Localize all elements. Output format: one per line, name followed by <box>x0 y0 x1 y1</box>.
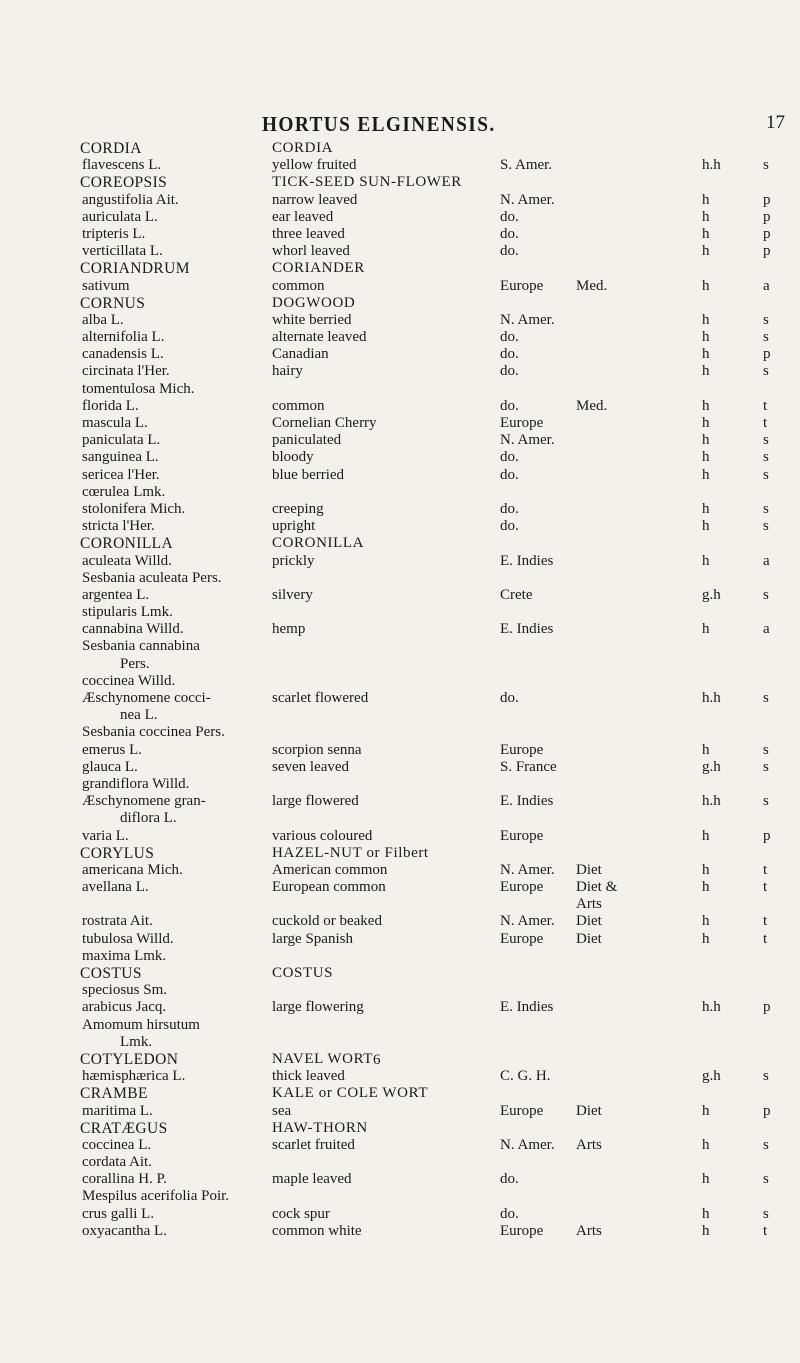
latin-name-cell: CORYLUS <box>80 844 155 862</box>
latin-name-cell: CORNUS <box>80 294 146 312</box>
native-country-cell: do. <box>500 518 519 535</box>
english-name-cell: paniculated <box>272 432 342 449</box>
duration-cell: p <box>763 1102 771 1119</box>
habit-cell: h.h <box>702 157 721 174</box>
latin-name-cell: maxima Lmk. <box>82 947 167 964</box>
table-row <box>0 621 800 638</box>
habit-cell: h <box>702 432 710 449</box>
latin-name-cell: COTYLEDON <box>80 1050 179 1068</box>
use-cell: Arts <box>576 896 602 913</box>
page-number: 17 <box>766 112 785 133</box>
duration-cell: t <box>763 913 768 930</box>
duration-cell: s <box>763 363 769 380</box>
duration-cell: s <box>763 466 769 483</box>
native-country-cell: S. France <box>500 758 557 775</box>
table-row <box>0 518 800 535</box>
table-row <box>0 862 800 879</box>
habit-cell: h <box>702 415 710 431</box>
native-country-cell: E. Indies <box>500 552 554 569</box>
english-name-cell: scarlet flowered <box>272 690 369 706</box>
habit-cell: h <box>702 621 710 638</box>
native-country-cell: do. <box>500 225 519 242</box>
habit-cell: h <box>702 277 710 294</box>
latin-name-cell: emerus L. <box>82 741 142 758</box>
table-row <box>0 759 800 776</box>
native-country-cell: N. Amer. <box>500 311 555 328</box>
latin-name-cell: sativum <box>82 277 130 294</box>
table-row <box>0 1154 800 1171</box>
english-name-cell: large flowered <box>272 793 359 810</box>
native-country-cell: do. <box>500 243 519 260</box>
habit-cell: h.h <box>702 690 721 706</box>
table-row <box>0 278 800 295</box>
native-country-cell: Europe <box>500 827 544 844</box>
duration-cell: s <box>763 329 769 346</box>
table-row <box>0 1171 800 1188</box>
english-name-cell: large Spanish <box>272 930 353 947</box>
latin-name-cell: diflora L. <box>120 810 177 827</box>
table-row <box>0 913 800 930</box>
latin-name-cell: stricta l'Her. <box>82 518 155 535</box>
duration-cell: p <box>763 191 771 208</box>
latin-name-cell: stolonifera Mich. <box>82 500 186 517</box>
habit-cell: h <box>702 930 710 947</box>
english-name-cell: TICK-SEED SUN-FLOWER <box>272 174 462 191</box>
duration-cell: s <box>763 1171 769 1188</box>
duration-cell: s <box>763 741 769 758</box>
habit-cell: g.h <box>702 758 721 775</box>
duration-cell: s <box>763 432 769 449</box>
english-name-cell: scarlet fruited <box>272 1136 355 1153</box>
english-name-cell: common <box>272 397 325 414</box>
latin-name-cell: sanguinea L. <box>82 449 159 466</box>
table-row <box>0 776 800 793</box>
habit-cell: h <box>702 552 710 569</box>
table-row <box>0 742 800 759</box>
native-country-cell: Europe <box>500 415 544 431</box>
table-row <box>0 260 800 277</box>
table-row <box>0 1068 800 1085</box>
duration-cell: s <box>763 500 769 517</box>
english-name-cell: hairy <box>272 363 303 380</box>
native-country-cell: do. <box>500 500 519 517</box>
english-name-cell: HAZEL-NUT or Filbert <box>272 844 429 861</box>
latin-name-cell: paniculata L. <box>82 432 161 449</box>
habit-cell: g.h <box>702 586 721 603</box>
habit-cell: h <box>702 861 710 878</box>
habit-cell: h <box>702 1205 710 1222</box>
duration-cell: p <box>763 225 771 242</box>
native-country-cell: Europe <box>500 879 544 896</box>
table-row <box>0 553 800 570</box>
duration-cell: s <box>763 449 769 466</box>
english-name-cell: white berried <box>272 311 352 328</box>
english-name-cell: sea <box>272 1102 292 1119</box>
duration-cell: s <box>763 690 769 706</box>
english-name-cell: HAW-THORN <box>272 1119 368 1136</box>
english-name-cell: Cornelian Cherry <box>272 415 377 431</box>
duration-cell: s <box>763 793 769 810</box>
habit-cell: h <box>702 1136 710 1153</box>
table-row <box>0 1017 800 1034</box>
latin-name-cell: Amomum hirsutum <box>82 1016 200 1033</box>
latin-name-cell: cœrulea Lmk. <box>82 483 166 500</box>
english-name-cell: prickly <box>272 552 315 569</box>
latin-name-cell: Æschynomene gran- <box>82 793 206 810</box>
table-row <box>0 415 800 432</box>
habit-cell: h <box>702 518 710 535</box>
latin-name-cell: CORDIA <box>80 140 142 157</box>
table-row <box>0 1120 800 1137</box>
native-country-cell: N. Amer. <box>500 432 555 449</box>
native-country-cell: N. Amer. <box>500 191 555 208</box>
english-name-cell: blue berried <box>272 466 345 483</box>
native-country-cell: do. <box>500 449 519 466</box>
latin-name-cell: argentea L. <box>82 586 150 603</box>
latin-name-cell: rostrata Ait. <box>82 913 153 930</box>
habit-cell: h <box>702 1102 710 1119</box>
duration-cell: s <box>763 1136 769 1153</box>
table-row <box>0 1188 800 1205</box>
latin-name-cell: oxyacantha L. <box>82 1222 167 1239</box>
table-row <box>0 570 800 587</box>
table-row <box>0 192 800 209</box>
native-country-cell: Europe <box>500 1222 544 1239</box>
native-country-cell: C. G. H. <box>500 1068 551 1085</box>
english-name-cell: cock spur <box>272 1205 330 1222</box>
catalogue-table <box>0 140 800 1240</box>
latin-name-cell: tripteris L. <box>82 225 146 242</box>
table-row <box>0 690 800 707</box>
use-cell: Med. <box>576 277 608 294</box>
habit-cell: h <box>702 500 710 517</box>
latin-name-cell: Mespilus acerifolia Poir. <box>82 1188 230 1205</box>
native-country-cell: do. <box>500 1205 519 1222</box>
table-row <box>0 535 800 552</box>
table-row <box>0 879 800 896</box>
habit-cell: h <box>702 191 710 208</box>
native-country-cell: do. <box>500 346 519 363</box>
duration-cell: s <box>763 311 769 328</box>
table-row <box>0 793 800 810</box>
duration-cell: a <box>763 277 770 294</box>
duration-cell: s <box>763 586 769 603</box>
english-name-cell: bloody <box>272 449 314 466</box>
table-row <box>0 1103 800 1120</box>
native-country-cell: do. <box>500 1171 519 1188</box>
table-row <box>0 1051 800 1068</box>
latin-name-cell: crus galli L. <box>82 1205 155 1222</box>
english-name-cell: DOGWOOD <box>272 294 356 311</box>
duration-cell: s <box>763 518 769 535</box>
duration-cell: p <box>763 208 771 225</box>
english-name-cell: whorl leaved <box>272 243 350 260</box>
use-cell: Diet & <box>576 879 618 896</box>
english-name-cell: common white <box>272 1222 362 1239</box>
duration-cell: p <box>763 346 771 363</box>
english-name-cell: European common <box>272 879 386 896</box>
habit-cell: h <box>702 243 710 260</box>
english-name-cell: American common <box>272 861 388 878</box>
native-country-cell: Europe <box>500 277 544 294</box>
english-name-cell: CORIANDER <box>272 260 365 277</box>
habit-cell: h <box>702 449 710 466</box>
native-country-cell: Crete <box>500 586 533 603</box>
duration-cell: s <box>763 1205 769 1222</box>
latin-name-cell: arabicus Jacq. <box>82 999 167 1016</box>
english-name-cell: KALE or COLE WORT <box>272 1085 429 1102</box>
table-row <box>0 931 800 948</box>
english-name-cell: alternate leaved <box>272 329 367 346</box>
use-cell: Diet <box>576 930 602 947</box>
use-cell: Diet <box>576 861 602 878</box>
english-name-cell: yellow fruited <box>272 157 357 174</box>
duration-cell: p <box>763 243 771 260</box>
table-row <box>0 432 800 449</box>
latin-name-cell: CORONILLA <box>80 535 174 553</box>
table-row <box>0 638 800 655</box>
latin-name-cell: avellana L. <box>82 879 149 896</box>
table-row <box>0 707 800 724</box>
latin-name-cell: tomentulosa Mich. <box>82 380 195 397</box>
latin-name-cell: Æschynomene cocci- <box>82 690 211 706</box>
latin-name-cell: flavescens L. <box>82 157 162 174</box>
table-row <box>0 243 800 260</box>
duration-cell: p <box>763 999 771 1016</box>
duration-cell: t <box>763 415 768 431</box>
native-country-cell: do. <box>500 363 519 380</box>
table-row <box>0 329 800 346</box>
latin-name-cell: Sesbania cannabina <box>82 638 200 655</box>
english-name-cell: three leaved <box>272 225 345 242</box>
duration-cell: t <box>763 397 768 414</box>
native-country-cell: do. <box>500 208 519 225</box>
duration-cell: s <box>763 157 769 174</box>
table-row <box>0 398 800 415</box>
habit-cell: h <box>702 1222 710 1239</box>
latin-name-cell: tubulosa Willd. <box>82 930 174 947</box>
latin-name-cell: cannabina Willd. <box>82 621 184 638</box>
native-country-cell: N. Amer. <box>500 913 555 930</box>
duration-cell: t <box>763 861 768 878</box>
use-cell: Diet <box>576 913 602 930</box>
native-country-cell: do. <box>500 397 519 414</box>
table-row <box>0 948 800 965</box>
latin-name-cell: mascula L. <box>82 415 148 431</box>
latin-name-cell: speciosus Sm. <box>82 982 168 999</box>
english-name-cell: hemp <box>272 621 306 638</box>
latin-name-cell: angustifolia Ait. <box>82 191 179 208</box>
use-cell: Diet <box>576 1102 602 1119</box>
table-row <box>0 312 800 329</box>
table-row <box>0 1206 800 1223</box>
english-name-cell: large flowering <box>272 999 364 1016</box>
english-name-cell: cuckold or beaked <box>272 913 382 930</box>
duration-cell: s <box>763 758 769 775</box>
native-country-cell: do. <box>500 329 519 346</box>
latin-name-cell: sericea l'Her. <box>82 466 160 483</box>
duration-cell: a <box>763 621 770 638</box>
latin-name-cell: florida L. <box>82 397 139 414</box>
latin-name-cell: verticillata L. <box>82 243 163 260</box>
english-name-cell: creeping <box>272 500 324 517</box>
latin-name-cell: alternifolia L. <box>82 329 165 346</box>
latin-name-cell: coccinea Willd. <box>82 672 176 689</box>
english-name-cell: seven leaved <box>272 758 350 775</box>
table-row <box>0 1085 800 1102</box>
latin-name-cell: aculeata Willd. <box>82 552 172 569</box>
table-row <box>0 673 800 690</box>
habit-cell: h <box>702 397 710 414</box>
latin-name-cell: maritima L. <box>82 1102 153 1119</box>
latin-name-cell: Sesbania coccinea Pers. <box>82 724 225 741</box>
english-name-cell: ear leaved <box>272 208 334 225</box>
habit-cell: h <box>702 363 710 380</box>
table-row <box>0 295 800 312</box>
latin-name-cell: coccinea L. <box>82 1136 152 1153</box>
duration-cell: p <box>763 827 771 844</box>
table-row <box>0 656 800 673</box>
habit-cell: h <box>702 1171 710 1188</box>
latin-name-cell: stipularis Lmk. <box>82 604 173 621</box>
duration-cell: t <box>763 1222 768 1239</box>
habit-cell: h <box>702 311 710 328</box>
latin-name-cell: alba L. <box>82 311 124 328</box>
table-row <box>0 982 800 999</box>
latin-name-cell: CRAMBE <box>80 1085 148 1103</box>
table-row <box>0 346 800 363</box>
table-row <box>0 484 800 501</box>
latin-name-cell: hæmisphærica L. <box>82 1068 186 1085</box>
duration-cell: s <box>763 1068 769 1085</box>
table-row <box>0 174 800 191</box>
native-country-cell: Europe <box>500 741 544 758</box>
page-header <box>0 112 800 136</box>
english-name-cell: CORDIA <box>272 140 334 156</box>
native-country-cell: S. Amer. <box>500 157 553 174</box>
latin-name-cell: varia L. <box>82 827 129 844</box>
english-name-cell: thick leaved <box>272 1068 345 1085</box>
native-country-cell: N. Amer. <box>500 1136 555 1153</box>
use-cell: Arts <box>576 1136 602 1153</box>
table-row <box>0 226 800 243</box>
table-row <box>0 896 800 913</box>
native-country-cell: E. Indies <box>500 621 554 638</box>
native-country-cell: do. <box>500 466 519 483</box>
habit-cell: h <box>702 741 710 758</box>
latin-name-cell: cordata Ait. <box>82 1154 152 1171</box>
habit-cell: h <box>702 208 710 225</box>
table-row <box>0 381 800 398</box>
duration-cell: t <box>763 930 768 947</box>
table-row <box>0 467 800 484</box>
habit-cell: h <box>702 913 710 930</box>
table-row <box>0 828 800 845</box>
latin-name-cell: CORIANDRUM <box>80 260 190 278</box>
table-row <box>0 999 800 1016</box>
habit-cell: h <box>702 329 710 346</box>
latin-name-cell: grandiflora Willd. <box>82 775 190 792</box>
native-country-cell: do. <box>500 690 519 706</box>
use-cell: Med. <box>576 397 608 414</box>
latin-name-cell: Sesbania aculeata Pers. <box>82 569 222 586</box>
habit-cell: h <box>702 827 710 844</box>
table-row <box>0 157 800 174</box>
duration-cell: a <box>763 552 770 569</box>
table-row <box>0 209 800 226</box>
english-name-cell: various coloured <box>272 827 373 844</box>
table-row <box>0 587 800 604</box>
table-row <box>0 1034 800 1051</box>
habit-cell: h.h <box>702 999 721 1016</box>
duration-cell: t <box>763 879 768 896</box>
habit-cell: g.h <box>702 1068 721 1085</box>
english-name-cell: upright <box>272 518 316 535</box>
native-country-cell: Europe <box>500 930 544 947</box>
latin-name-cell: americana Mich. <box>82 861 183 878</box>
table-row <box>0 140 800 157</box>
habit-cell: h <box>702 879 710 896</box>
english-name-cell: Canadian <box>272 346 329 363</box>
native-country-cell: Europe <box>500 1102 544 1119</box>
table-row <box>0 845 800 862</box>
english-name-cell: common <box>272 277 325 294</box>
latin-name-cell: COREOPSIS <box>80 174 168 192</box>
table-row <box>0 810 800 827</box>
latin-name-cell: circinata l'Her. <box>82 363 170 380</box>
table-row <box>0 449 800 466</box>
native-country-cell: E. Indies <box>500 999 554 1016</box>
latin-name-cell: nea L. <box>120 707 158 724</box>
english-name-cell: maple leaved <box>272 1171 352 1188</box>
latin-name-cell: Pers. <box>120 655 150 672</box>
table-row <box>0 965 800 982</box>
table-row <box>0 724 800 741</box>
table-row <box>0 1223 800 1240</box>
habit-cell: h <box>702 466 710 483</box>
habit-cell: h <box>702 346 710 363</box>
habit-cell: h.h <box>702 793 721 810</box>
running-title: HORTUS ELGINENSIS. <box>262 112 496 136</box>
english-name-cell: CORONILLA <box>272 535 365 552</box>
use-cell: Arts <box>576 1222 602 1239</box>
english-name-cell: COSTUS <box>272 965 334 981</box>
latin-name-cell: Lmk. <box>120 1033 153 1050</box>
latin-name-cell: glauca L. <box>82 758 138 775</box>
table-row <box>0 604 800 621</box>
table-row <box>0 501 800 518</box>
latin-name-cell: canadensis L. <box>82 346 164 363</box>
signature-mark: 6 <box>373 1052 381 1068</box>
english-name-cell: narrow leaved <box>272 191 358 208</box>
english-name-cell: scorpion senna <box>272 741 362 758</box>
latin-name-cell: CRATÆGUS <box>80 1119 168 1137</box>
native-country-cell: N. Amer. <box>500 861 555 878</box>
native-country-cell: E. Indies <box>500 793 554 810</box>
english-name-cell: NAVEL WORT <box>272 1050 374 1067</box>
table-row <box>0 363 800 380</box>
table-row <box>0 1137 800 1154</box>
english-name-cell: silvery <box>272 586 313 603</box>
habit-cell: h <box>702 225 710 242</box>
latin-name-cell: COSTUS <box>80 965 142 982</box>
latin-name-cell: corallina H. P. <box>82 1171 167 1188</box>
latin-name-cell: auriculata L. <box>82 208 158 225</box>
